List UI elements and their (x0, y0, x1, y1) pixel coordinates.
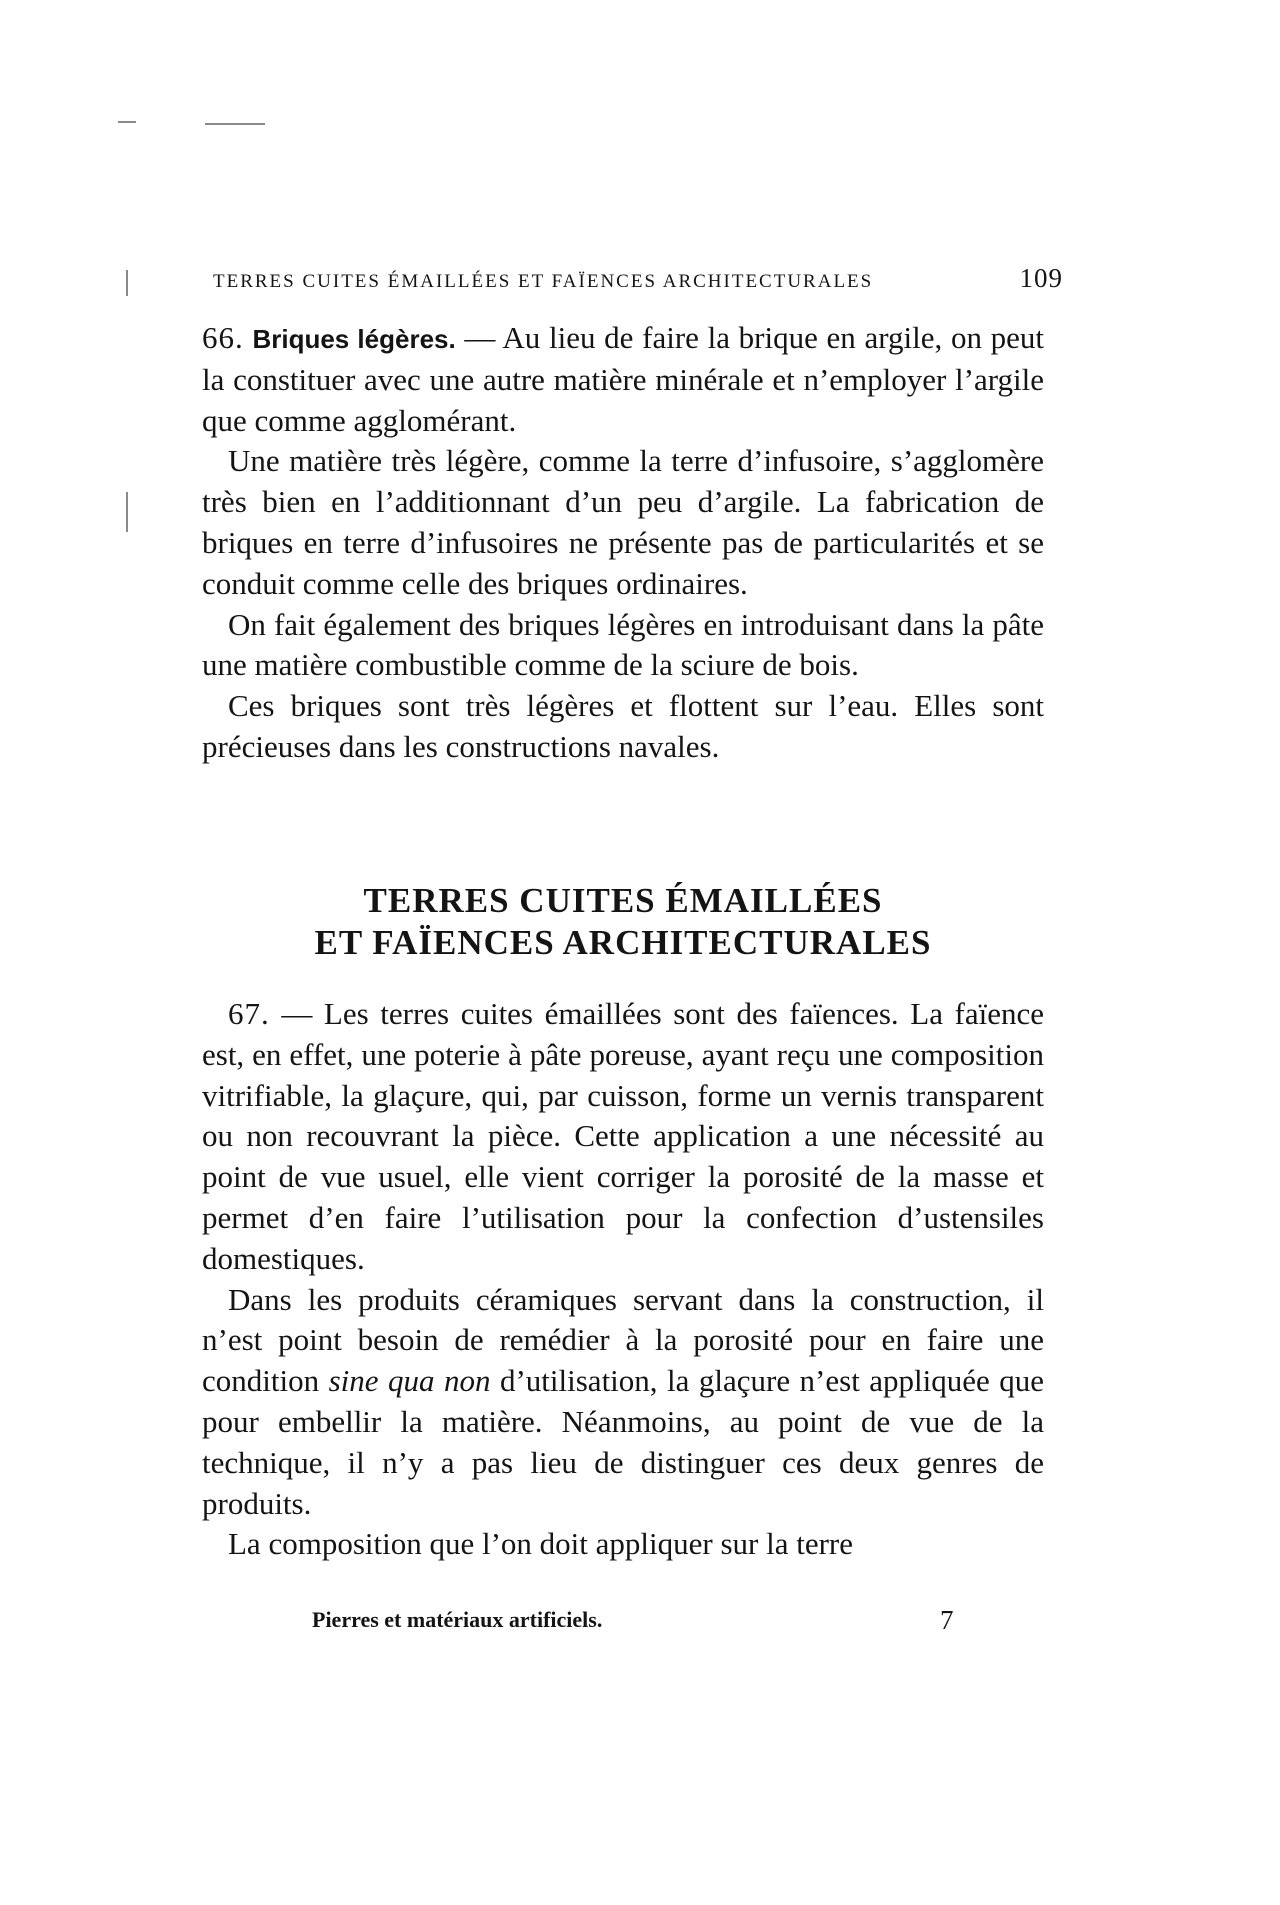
running-head (213, 263, 1063, 295)
scan-mark (118, 121, 136, 123)
page-footer (202, 1607, 1044, 1639)
paragraph: La composition que l’on doit appliquer sur la terre (228, 1526, 853, 1562)
paragraph (202, 994, 1044, 1280)
section-heading-line: ET FAÏENCES ARCHITECTURALES (314, 923, 932, 962)
paragraph-text: — Au lieu de faire la brique en argile, on peut la constituer avec une autre matière minérale et n’employer l’argile que comme agglomérant. (202, 320, 1045, 438)
section-heading-line: TERRES CUITES ÉMAILLÉES (363, 881, 883, 920)
paragraph-text: Dans les produits céramiques servant dans la construction, il n’est point besoin de remédier à la porosité pour en faire une condition (202, 1281, 1044, 1399)
scan-mark (126, 270, 128, 296)
scan-mark (126, 492, 128, 532)
italic-phrase: sine qua non (328, 1363, 491, 1399)
sheet-number: 7 (940, 1605, 954, 1635)
paragraph: Une matière très légère, comme la terre d’infusoire, s’agglomère très bien en l’additionnant d’un peu d’argile. La fabrication de briques en terre d’infusoires ne présente pas de particularités et se conduit comme celle des briques ordinaires. (202, 443, 1044, 601)
paragraph: Ces briques sont très légères et flottent sur l’eau. Elles sont précieuses dans les constructions navales. (202, 688, 1044, 764)
running-head-title: TERRES CUITES ÉMAILLÉES ET FAÏENCES ARCHITECTURALES (213, 271, 874, 292)
scan-mark (205, 123, 265, 125)
section-67 (202, 994, 1044, 1565)
section-number: 67. (228, 996, 270, 1031)
section-number: 66. (202, 320, 244, 355)
run-in-heading: Briques légères. (252, 324, 456, 354)
paragraph-text: — Les terres cuites émaillées sont des faïences. La faïence est, en effet, une poterie à pâte poreuse, ayant reçu une composition vitrifiable, la glaçure, qui, par cuisson, forme un vernis transparent ou non recouvrant la pièce. Cette application a une nécessité au point de vue usuel, elle vient corriger la porosité de la masse et permet d’en faire l’utilisation pour la confection d’ustensiles domestiques. (202, 996, 1045, 1276)
section-66 (202, 318, 1044, 768)
paragraph (202, 318, 1044, 441)
paragraph (202, 1280, 1044, 1525)
paragraph: On fait également des briques légères en introduisant dans la pâte une matière combustible comme de la sciure de bois. (202, 606, 1044, 683)
signature-mark: Pierres et matériaux artificiels. (312, 1607, 603, 1632)
paragraph-text: d’utilisation, la glaçure n’est appliquée que pour embellir la matière. Néanmoins, au point de vue de la technique, il n’y a pas lieu de distinguer ces deux genres de produits. (202, 1363, 1045, 1521)
page-number: 109 (1019, 263, 1063, 293)
section-heading (202, 880, 1044, 964)
